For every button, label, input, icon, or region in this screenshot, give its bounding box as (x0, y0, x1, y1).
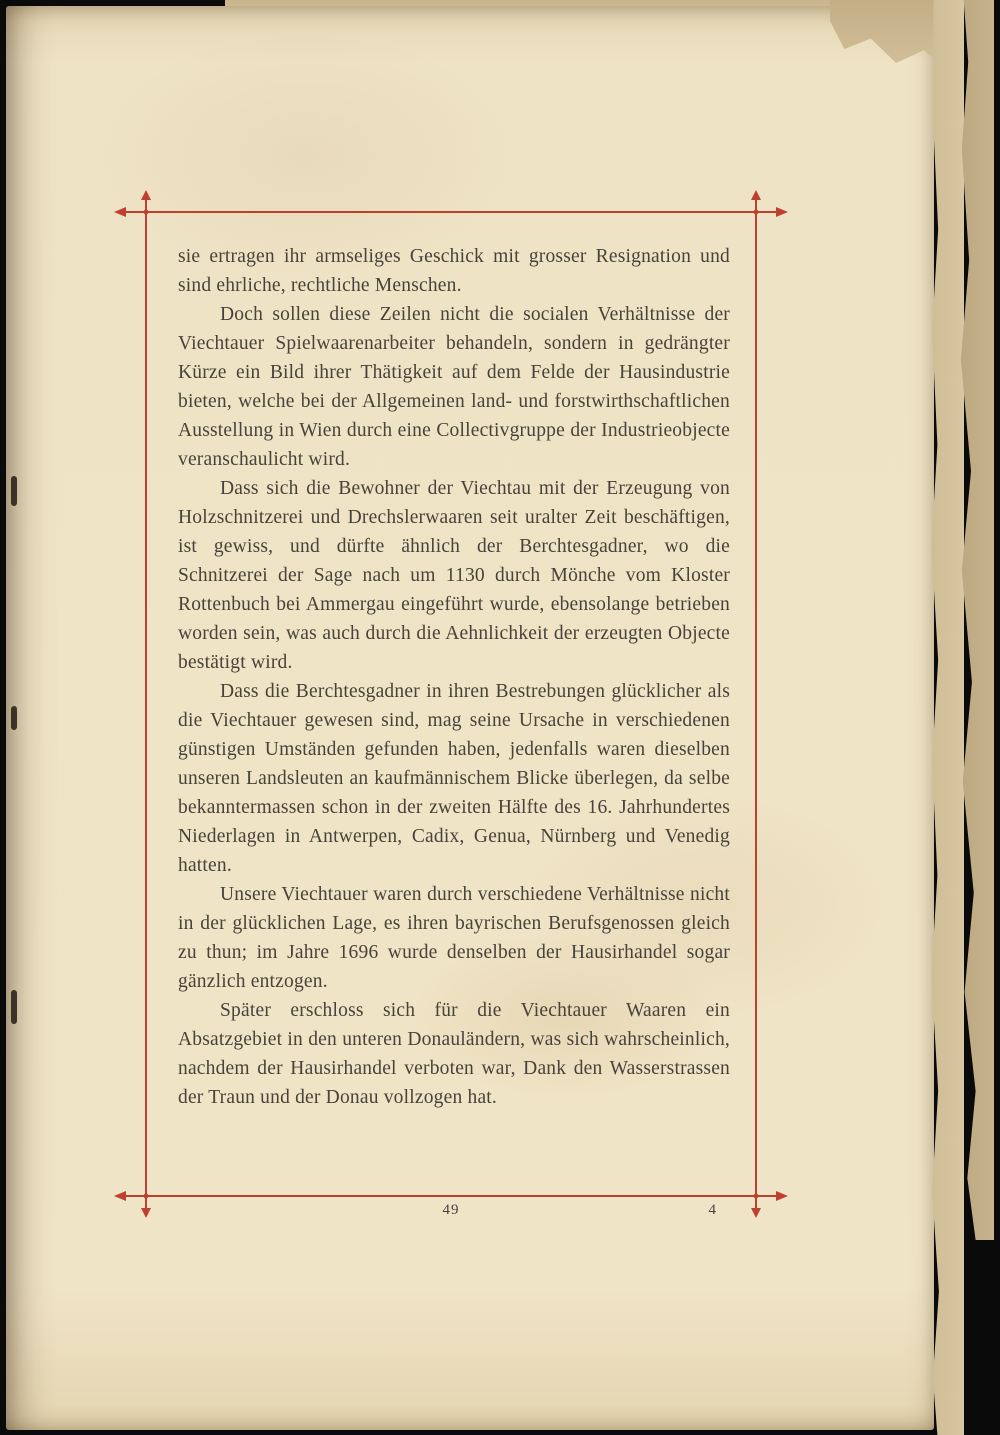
paragraph: Dass die Berchtesgadner in ihren Bestrebungen glücklicher als die Viechtauer gewesen sind, mag seine Ursache in verschiedenen günstigen Umständen gefunden haben, jedenfalls waren dieselben unseren Landsleuten an kaufmännischem Blicke überlegen, da selbe bekanntermassen schon in der zweiten Hälfte des 16. Jahrhundertes Niederlagen in Antwerpen, Cadix, Genua, Nürnberg und Venedig hatten. (178, 681, 730, 876)
page-number: 49 (442, 1202, 460, 1218)
binding-nick (11, 476, 17, 506)
paragraph: Unsere Viechtauer waren durch verschiedene Verhältnisse nicht in der glücklichen Lage, es ihren bayrischen Berufsgenossen gleich zu thun; im Jahre 1696 wurde denselben der Hausirhandel sogar gänzlich entzogen. (178, 884, 730, 992)
binding-nick (11, 706, 17, 730)
paragraph: Später erschloss sich für die Viechtauer Waaren ein Absatzgebiet in den unteren Donauländern, was sich wahrscheinlich, nachdem der Hausirhandel verboten war, Dank den Wasserstrassen der Traun und der Donau vollzogen hat. (178, 1000, 730, 1108)
binding-nick (11, 990, 17, 1024)
paragraph: Dass sich die Bewohner der Viechtau mit der Erzeugung von Holzschnitzerei und Drechslerwaaren seit uralter Zeit beschäftigen, ist gewiss, und dürfte ähnlich der Berchtesgadner, wo die Schnitzerei der Sage nach um 1130 durch Mönche vom Kloster Rottenbuch bei Ammergau eingeführt wurde, ebensolange betrieben worden sein, was auch durch die Aehnlichkeit der erzeugten Objecte bestätigt wird. (178, 478, 730, 673)
paragraph: sie ertragen ihr armseliges Geschick mit grosser Resignation und sind ehrliche, rechtliche Menschen. (178, 246, 730, 296)
paragraph: Doch sollen diese Zeilen nicht die socialen Verhältnisse der Viechtauer Spielwaarenarbeiter behandeln, sondern in gedrängter Kürze ein Bild ihrer Thätigkeit auf dem Felde der Hausindustrie bieten, welche bei der Allgemeinen land- und forstwirthschaftlichen Ausstellung in Wien durch eine Collectivgruppe der Industrieobjecte veranschaulicht wird. (178, 304, 730, 470)
signature-mark: 4 (708, 1202, 716, 1218)
page-text-block (146, 212, 756, 1196)
folio-line (146, 1202, 756, 1224)
